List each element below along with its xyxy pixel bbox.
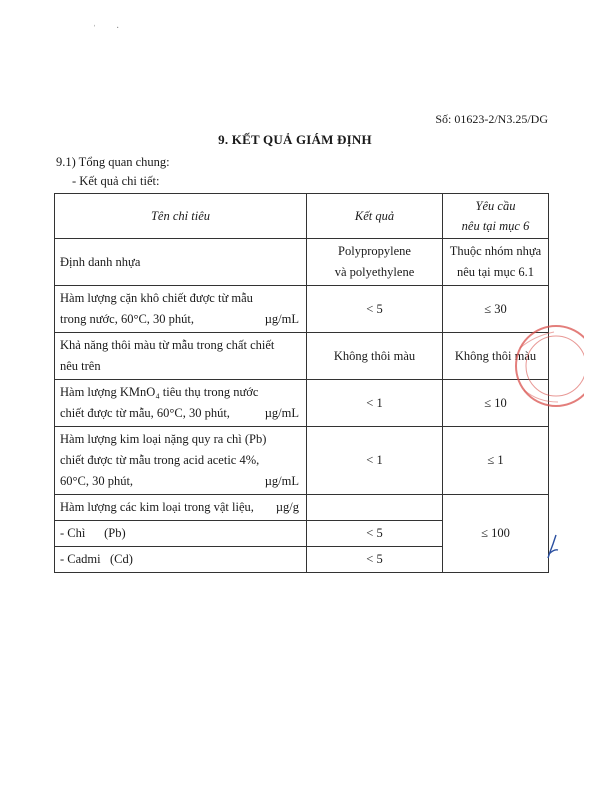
official-stamp xyxy=(514,318,584,414)
row-unit: µg/mL xyxy=(264,312,299,326)
row-result: < 5 xyxy=(307,547,443,573)
row-name xyxy=(55,427,307,495)
row-name xyxy=(55,286,307,333)
row-result: Không thôi màu xyxy=(307,333,443,380)
row-unit: µg/mL xyxy=(264,474,299,488)
row-name-line2: chiết được từ mẫu trong acid acetic 4%, xyxy=(60,453,260,467)
row-requirement: ≤ 30 xyxy=(443,286,549,333)
table-row xyxy=(55,333,549,380)
header-requirement-line2: nêu tại mục 6 xyxy=(461,219,530,233)
row-name-line1: Hàm lượng kim loại nặng quy ra chì (Pb) xyxy=(60,432,267,446)
row-result: < 5 xyxy=(307,521,443,547)
row-unit: µg/g xyxy=(275,500,299,514)
row-name xyxy=(55,333,307,380)
row-name-line2 xyxy=(60,309,301,330)
row-name-text: trong nước, 60°C, 30 phút, xyxy=(60,312,195,326)
row-name-line2: nêu trên xyxy=(60,359,101,373)
row-name: - Chì (Pb) xyxy=(55,521,307,547)
row-name-line1: Hàm lượng KMnO₄ tiêu thụ trong nước xyxy=(60,385,259,399)
row-requirement: ≤ 100 xyxy=(443,495,549,573)
row-name-line2 xyxy=(60,403,301,424)
row-name-line3 xyxy=(60,471,301,492)
header-requirement xyxy=(443,194,549,239)
table-row xyxy=(55,239,549,286)
row-result: < 1 xyxy=(307,427,443,495)
row-name-text: chiết được từ mẫu, 60°C, 30 phút, xyxy=(60,406,230,420)
row-result-line2: và polyethylene xyxy=(334,265,415,279)
table-row xyxy=(55,380,549,427)
header-result: Kết quả xyxy=(307,194,443,239)
table-header-row xyxy=(55,194,549,239)
row-requirement: ≤ 1 xyxy=(443,427,549,495)
row-result: < 1 xyxy=(307,380,443,427)
section-heading: 9.1) Tổng quan chung: xyxy=(56,155,170,169)
row-name-text: 60°C, 30 phút, xyxy=(60,474,134,488)
row-result: < 5 xyxy=(307,286,443,333)
header-requirement-line1: Yêu cầu xyxy=(475,199,516,213)
row-req-line1: Thuộc nhóm nhựa xyxy=(449,244,542,258)
row-req-line2: nêu tại mục 6.1 xyxy=(456,265,535,279)
row-name-line1: Hàm lượng cặn khô chiết được từ mẫu xyxy=(60,291,253,305)
scan-speck: · xyxy=(116,23,120,34)
row-name: - Cadmi (Cd) xyxy=(55,547,307,573)
row-name-text: Hàm lượng các kim loại trong vật liệu, xyxy=(60,500,254,514)
subsection-heading: - Kết quả chi tiết: xyxy=(72,174,160,188)
row-name-line1 xyxy=(60,497,301,518)
header-criteria: Tên chỉ tiêu xyxy=(55,194,307,239)
row-requirement: Không thôi màu xyxy=(443,333,549,380)
table-row xyxy=(55,286,549,333)
row-name xyxy=(55,495,307,521)
signature-mark xyxy=(546,534,560,560)
section-title: 9. KẾT QUẢ GIÁM ĐỊNH xyxy=(218,132,372,147)
row-name xyxy=(55,380,307,427)
row-name: Định danh nhựa xyxy=(55,239,307,286)
results-table xyxy=(54,193,549,573)
document-number: Số: 01623-2/N3.25/DG xyxy=(435,112,548,126)
row-result-line1: Polypropylene xyxy=(338,244,411,258)
table-row xyxy=(55,427,549,495)
row-requirement xyxy=(443,239,549,286)
row-unit: µg/mL xyxy=(264,406,299,420)
row-result xyxy=(307,239,443,286)
row-requirement: ≤ 10 xyxy=(443,380,549,427)
table-row xyxy=(55,495,549,521)
stamp-seal xyxy=(516,326,584,406)
row-name-line1: Khả năng thôi màu từ mẫu trong chất chiết xyxy=(60,338,275,352)
scan-speck: ˈ xyxy=(93,24,97,35)
row-result xyxy=(307,495,443,521)
